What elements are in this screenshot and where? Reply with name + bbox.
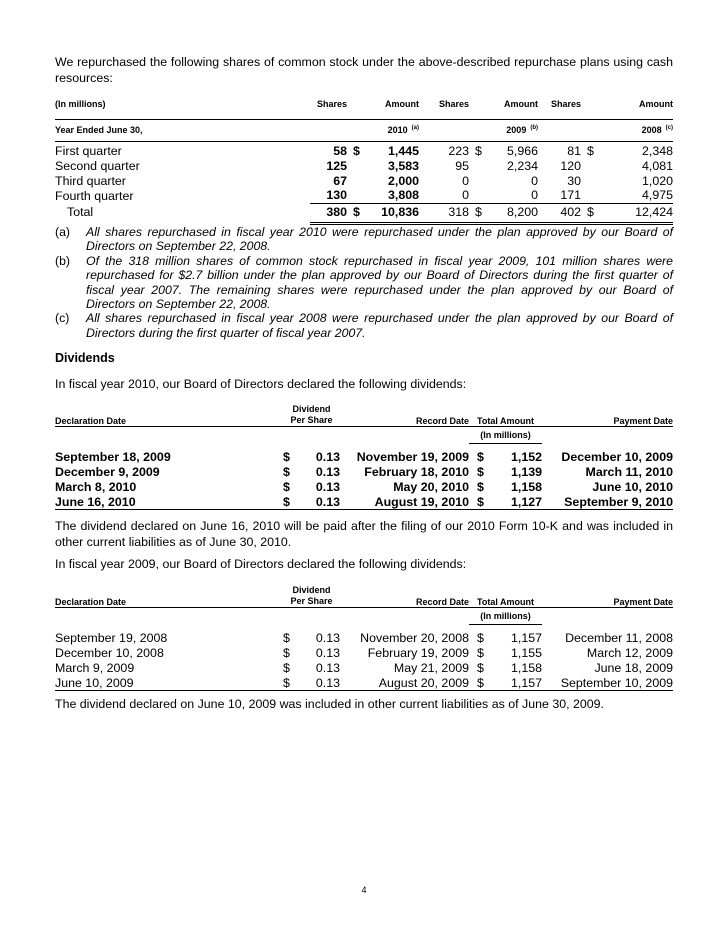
dollar-sign	[581, 173, 599, 188]
amount-2008: 4,081	[641, 158, 673, 173]
per-share-line1: Dividend	[292, 585, 331, 595]
col-per-share	[283, 404, 340, 427]
per-share-line1: Dividend	[292, 404, 331, 414]
col-total-amount: Total Amount	[469, 585, 542, 608]
per-share: 0.13	[315, 661, 340, 675]
per-share: 0.13	[315, 465, 340, 479]
dollar-sign: $	[477, 631, 484, 645]
dollar-sign: $	[477, 465, 484, 479]
year-2010: 2010	[387, 125, 408, 135]
col-record-date: Record Date	[340, 585, 469, 608]
year-2009: 2009	[506, 125, 527, 135]
col-per-share	[283, 585, 340, 608]
shares-2008: 30	[567, 173, 581, 188]
year-label: Year Ended June 30,	[55, 125, 143, 135]
table-row	[55, 450, 673, 465]
div2010-intro: In fiscal year 2010, our Board of Directors declared the following dividends:	[55, 377, 467, 391]
shares-2010: 67	[333, 173, 347, 188]
payment-date: December 11, 2008	[565, 631, 673, 645]
footnote-text: Of the 318 million shares of common stock repurchased in fiscal year 2009, 101 million shares were repurchased for $2.7 billion under the plan approved by our Board of Directors during the first quarter of fiscal year 2007. The remaining shares were repurchased under the plan approved by our Board of Directors on September 22, 2008.	[86, 253, 673, 312]
per-share: 0.13	[295, 676, 340, 691]
total-amount-2010: 10,836	[381, 204, 419, 219]
shares-2009: 0	[462, 173, 469, 188]
dollar-sign: $	[477, 661, 484, 675]
repurchase-intro: We repurchased the following shares of common stock under the above-described repurchase plans using cash resources:	[55, 55, 673, 85]
record-date: August 19, 2010	[340, 495, 469, 510]
record-date: May 20, 2010	[393, 480, 469, 494]
shares-2009: 0	[419, 188, 469, 203]
dollar-sign: $	[469, 495, 484, 510]
year-2008: 2008	[641, 125, 662, 135]
dollar-sign: $	[477, 480, 484, 494]
record-date: November 20, 2008	[360, 631, 469, 645]
total-amount: 1,158	[510, 661, 542, 675]
payment-date: March 11, 2010	[585, 465, 673, 479]
table-row	[55, 676, 673, 691]
per-share: 0.13	[295, 495, 340, 510]
declaration-date: March 9, 2009	[55, 661, 135, 675]
col-shares-2008: Shares	[550, 99, 581, 109]
dollar-sign: $	[475, 204, 482, 219]
per-share: 0.13	[315, 480, 340, 494]
dollar-sign: $	[469, 676, 484, 691]
table-row	[55, 143, 673, 158]
shares-2008: 171	[538, 188, 581, 203]
col-shares-2010: Shares	[316, 99, 347, 109]
amount-2010: 3,583	[387, 158, 419, 173]
dollar-sign: $	[477, 646, 484, 660]
declaration-date: September 18, 2009	[55, 450, 171, 464]
record-date: November 19, 2009	[356, 450, 469, 464]
dollar-sign	[347, 188, 362, 203]
total-amount: 1,158	[510, 480, 542, 494]
row-label: Fourth quarter	[55, 188, 134, 203]
dollar-sign: $	[587, 143, 594, 158]
amount-2010: 3,808	[362, 188, 419, 203]
total-amount: 1,157	[510, 631, 542, 645]
declaration-date: June 16, 2010	[55, 495, 283, 510]
row-label: First quarter	[55, 143, 122, 158]
col-payment-date: Payment Date	[542, 585, 673, 608]
footnote-label: (c)	[55, 311, 70, 326]
declaration-date: December 10, 2008	[55, 646, 164, 660]
shares-2010: 125	[326, 158, 347, 173]
div2009-note: The dividend declared on June 10, 2009 was included in other current liabilities as of June 30, 2009.	[55, 697, 604, 711]
amount-2009: 0	[531, 173, 538, 188]
unit-label: (In millions)	[55, 99, 106, 109]
total-shares-2010: 380	[326, 204, 347, 219]
dollar-sign: $	[353, 143, 360, 158]
row-label: Third quarter	[55, 173, 126, 188]
table-row	[55, 465, 673, 480]
amount-2010: 1,445	[387, 143, 419, 158]
col-record-date: Record Date	[340, 404, 469, 427]
dollar-sign: $	[283, 676, 295, 691]
dollar-sign	[469, 188, 489, 203]
footnote	[55, 311, 673, 340]
declaration-date: June 10, 2009	[55, 676, 283, 691]
record-date: February 18, 2010	[364, 465, 469, 479]
unit-label: (In millions)	[469, 608, 542, 625]
payment-date: September 10, 2009	[542, 676, 673, 691]
total-amount-2009: 8,200	[506, 204, 538, 219]
dollar-sign	[347, 158, 362, 173]
dividends-2010-table	[55, 404, 673, 510]
amount-2009: 0	[489, 188, 538, 203]
table-row	[55, 661, 673, 676]
col-payment-date: Payment Date	[542, 404, 673, 427]
payment-date: June 10, 2010	[592, 480, 673, 494]
unit-label: (In millions)	[469, 427, 542, 444]
dollar-sign: $	[283, 465, 290, 479]
amount-2009: 2,234	[506, 158, 538, 173]
dollar-sign	[581, 188, 599, 203]
note-b: (b)	[530, 125, 538, 131]
total-row	[55, 203, 673, 220]
dividends-2009-table	[55, 585, 673, 691]
shares-2008: 81	[567, 143, 581, 158]
amount-2009: 5,966	[506, 143, 538, 158]
per-share: 0.13	[315, 646, 340, 660]
total-label: Total	[67, 204, 94, 219]
col-shares-2009: Shares	[438, 99, 469, 109]
declaration-date: December 9, 2009	[55, 465, 160, 479]
table-row	[55, 631, 673, 646]
div2009-intro: In fiscal year 2009, our Board of Directors declared the following dividends:	[55, 557, 467, 571]
col-amount-2010: Amount	[385, 99, 419, 109]
dollar-sign: $	[477, 450, 484, 464]
footnote-label: (a)	[55, 225, 71, 239]
per-share-line2: Per Share	[290, 596, 333, 606]
dollar-sign: $	[283, 450, 290, 464]
record-date: May 21, 2009	[393, 661, 469, 675]
shares-2009: 223	[448, 143, 469, 158]
table-row	[55, 158, 673, 173]
dollar-sign	[347, 173, 362, 188]
dollar-sign: $	[283, 480, 290, 494]
dollar-sign	[469, 158, 489, 173]
col-declaration-date: Declaration Date	[55, 404, 283, 427]
dollar-sign: $	[587, 204, 594, 219]
table-row	[55, 646, 673, 661]
dollar-sign: $	[283, 631, 290, 645]
record-date: February 19, 2009	[367, 646, 469, 660]
total-shares-2008: 402	[560, 204, 581, 219]
per-share-line2: Per Share	[290, 415, 333, 425]
total-amount: 1,139	[510, 465, 542, 479]
total-amount: 1,152	[510, 450, 542, 464]
per-share: 0.13	[315, 631, 340, 645]
footnote	[55, 225, 673, 254]
amount-2010: 2,000	[387, 173, 419, 188]
shares-2010: 130	[310, 188, 347, 203]
col-declaration-date: Declaration Date	[55, 585, 283, 608]
total-amount: 1,157	[484, 676, 542, 691]
dividends-heading: Dividends	[55, 351, 115, 365]
amount-2008: 2,348	[641, 143, 673, 158]
col-amount-2008: Amount	[639, 99, 673, 109]
row-label: Second quarter	[55, 158, 140, 173]
total-amount: 1,155	[510, 646, 542, 660]
note-a: (a)	[411, 125, 419, 131]
amount-2008: 1,020	[641, 173, 673, 188]
col-total-amount: Total Amount	[469, 404, 542, 427]
declaration-date: September 19, 2008	[55, 631, 168, 645]
shares-2008: 120	[560, 158, 581, 173]
footnotes	[55, 225, 673, 340]
total-shares-2009: 318	[448, 204, 469, 219]
col-amount-2009: Amount	[504, 99, 538, 109]
table-row	[55, 188, 673, 203]
dollar-sign: $	[475, 143, 482, 158]
footnote-label: (b)	[55, 253, 71, 268]
dollar-sign	[469, 173, 489, 188]
total-amount: 1,127	[484, 495, 542, 510]
table-row	[55, 495, 673, 510]
dollar-sign: $	[283, 495, 295, 510]
footnote-text: All shares repurchased in fiscal year 2010 were repurchased under the plan approved by our Board of Directors on September 22, 2008.	[86, 225, 673, 254]
dollar-sign	[581, 158, 599, 173]
dollar-sign: $	[353, 204, 360, 219]
table-row	[55, 480, 673, 495]
payment-date: March 12, 2009	[586, 646, 673, 660]
footnote	[55, 254, 673, 312]
declaration-date: March 8, 2010	[55, 480, 137, 494]
shares-2009: 95	[455, 158, 469, 173]
footnote-text: All shares repurchased in fiscal year 2008 were repurchased under the plan approved by our Board of Directors during the first quarter of fiscal year 2007.	[86, 311, 673, 340]
page-number: 4	[361, 885, 367, 895]
payment-date: June 18, 2009	[594, 661, 673, 675]
amount-2008: 4,975	[599, 188, 673, 203]
dollar-sign: $	[283, 661, 290, 675]
record-date: August 20, 2009	[340, 676, 469, 691]
table-row	[55, 173, 673, 188]
payment-date: September 9, 2010	[542, 495, 673, 510]
repurchase-table	[55, 96, 673, 225]
shares-2010: 58	[333, 143, 347, 158]
payment-date: December 10, 2009	[561, 450, 673, 464]
total-amount-2008: 12,424	[635, 204, 673, 219]
note-c: (c)	[665, 125, 673, 131]
dollar-sign: $	[283, 646, 290, 660]
per-share: 0.13	[315, 450, 340, 464]
div2010-note: The dividend declared on June 16, 2010 will be paid after the filing of our 2010 Form 10-K and was included in other current liabilities as of June 30, 2010.	[55, 519, 673, 549]
